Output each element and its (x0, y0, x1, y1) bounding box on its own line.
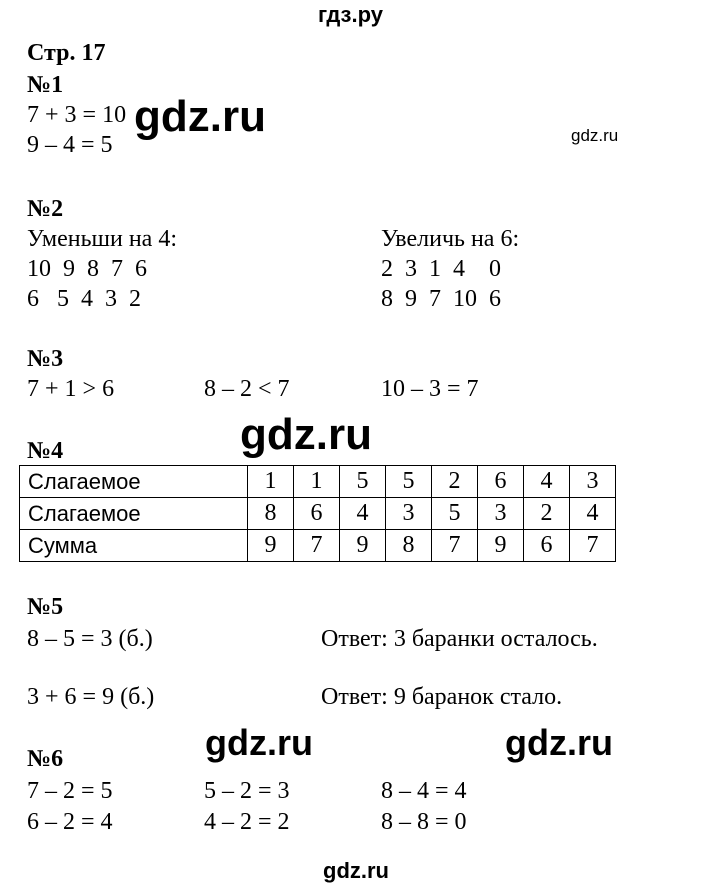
addition-table (19, 465, 616, 562)
table-row-label: Слагаемое (20, 498, 248, 530)
table-cell: 9 (248, 530, 294, 562)
table-cell: 1 (248, 466, 294, 498)
table-cell: 6 (524, 530, 570, 562)
exercise-6-title: №6 (27, 746, 64, 772)
exercise-6-item: 8 – 4 = 4 (381, 778, 467, 804)
table-cell: 4 (340, 498, 386, 530)
table-cell: 8 (386, 530, 432, 562)
exercise-6-item: 8 – 8 = 0 (381, 809, 467, 835)
exercise-1-line-2: 9 – 4 = 5 (27, 132, 113, 158)
table-cell: 5 (386, 466, 432, 498)
table-row (20, 466, 616, 498)
table-cell: 5 (340, 466, 386, 498)
header-watermark: гдз.ру (318, 2, 383, 27)
table-row (20, 530, 616, 562)
watermark: gdz.ru (240, 410, 372, 459)
exercise-5-equation-1: 8 – 5 = 3 (б.) (27, 626, 153, 652)
table-cell: 5 (432, 498, 478, 530)
table-cell: 9 (340, 530, 386, 562)
table-cell: 1 (294, 466, 340, 498)
exercise-6-item: 7 – 2 = 5 (27, 778, 113, 804)
footer-watermark: gdz.ru (323, 858, 389, 883)
exercise-3-item-1: 7 + 1 > 6 (27, 376, 115, 402)
table-cell: 4 (524, 466, 570, 498)
exercise-6-item: 5 – 2 = 3 (204, 778, 290, 804)
table-cell: 2 (432, 466, 478, 498)
table-cell: 7 (432, 530, 478, 562)
exercise-5-answer-1: Ответ: 3 баранки осталось. (321, 626, 598, 652)
exercise-6-item: 6 – 2 = 4 (27, 809, 113, 835)
table-cell: 7 (294, 530, 340, 562)
table-cell: 3 (478, 498, 524, 530)
table-cell: 4 (570, 498, 616, 530)
exercise-5-title: №5 (27, 594, 64, 620)
watermark: gdz.ru (571, 126, 619, 145)
table-cell: 6 (294, 498, 340, 530)
table-cell: 9 (478, 530, 524, 562)
watermark: gdz.ru (205, 722, 313, 763)
exercise-1-line-1: 7 + 3 = 10 (27, 102, 127, 128)
exercise-2-left-row-1: 10 9 8 7 6 (27, 256, 147, 282)
table-cell: 6 (478, 466, 524, 498)
watermark: gdz.ru (134, 92, 266, 141)
page-label: Стр. 17 (27, 40, 106, 66)
table-cell: 3 (570, 466, 616, 498)
exercise-6-item: 4 – 2 = 2 (204, 809, 290, 835)
table-cell: 3 (386, 498, 432, 530)
exercise-1-title: №1 (27, 72, 64, 98)
exercise-3-item-3: 10 – 3 = 7 (381, 376, 479, 402)
exercise-4-title: №4 (27, 438, 64, 464)
table-row-label: Слагаемое (20, 466, 248, 498)
exercise-2-right-row-2: 8 9 7 10 6 (381, 286, 501, 312)
exercise-3-item-2: 8 – 2 < 7 (204, 376, 290, 402)
exercise-2-right-label: Увеличь на 6: (381, 226, 520, 252)
table-row (20, 498, 616, 530)
table-cell: 7 (570, 530, 616, 562)
exercise-2-left-label: Уменьши на 4: (27, 226, 177, 252)
table-cell: 2 (524, 498, 570, 530)
watermark: gdz.ru (505, 722, 613, 763)
exercise-3-title: №3 (27, 346, 64, 372)
exercise-5-equation-2: 3 + 6 = 9 (б.) (27, 684, 155, 710)
exercise-5-answer-2: Ответ: 9 баранок стало. (321, 684, 563, 710)
exercise-2-right-row-1: 2 3 1 4 0 (381, 256, 501, 282)
exercise-2-left-row-2: 6 5 4 3 2 (27, 286, 141, 312)
table-cell: 8 (248, 498, 294, 530)
exercise-2-title: №2 (27, 196, 64, 222)
table-row-label: Сумма (20, 530, 248, 562)
